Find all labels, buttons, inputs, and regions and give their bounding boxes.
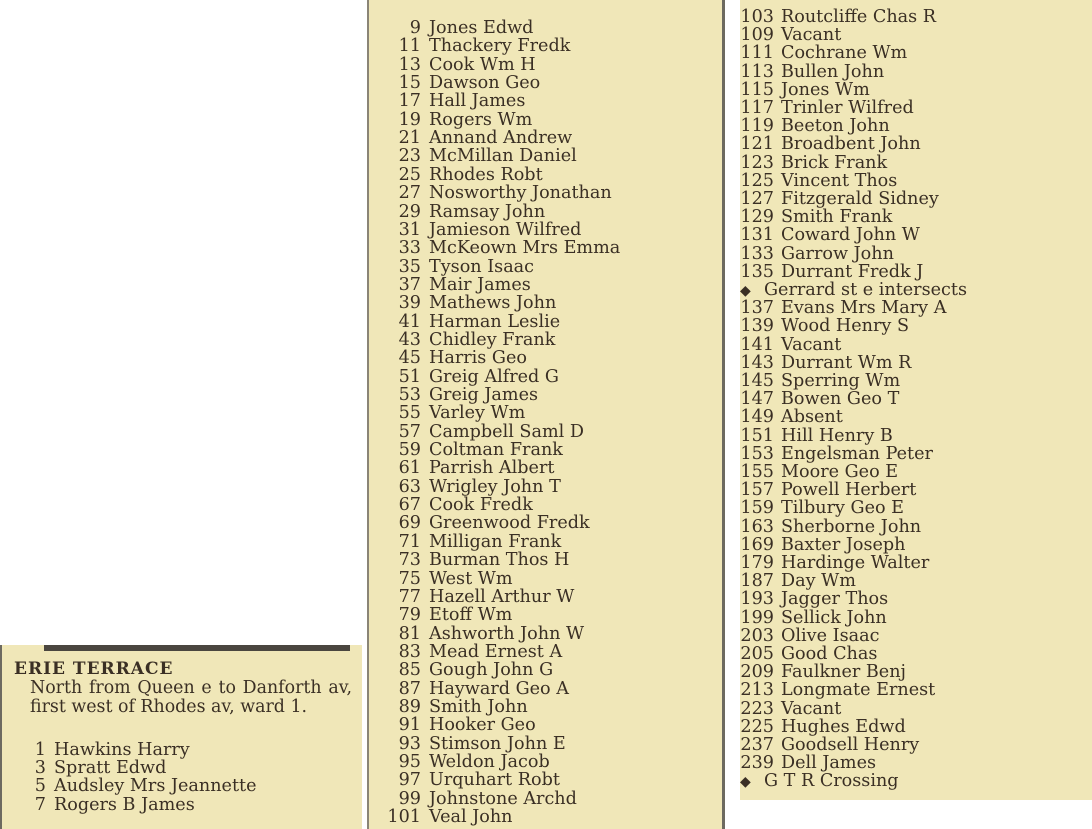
directory-entry (369, 92, 525, 110)
directory-entry (369, 808, 513, 826)
house-number: 127 (740, 189, 774, 209)
resident-name: Annand Andrew (429, 128, 573, 149)
directory-entry (369, 753, 550, 771)
directory-entry (740, 354, 911, 372)
directory-entry (34, 777, 257, 795)
directory-entry (369, 129, 572, 147)
house-number: 101 (387, 807, 421, 828)
house-number: 157 (740, 480, 774, 501)
house-number: 81 (398, 623, 421, 644)
directory-entry (740, 463, 898, 481)
resident-name: Faulkner Benj (781, 662, 906, 683)
resident-name: Hawkins Harry (54, 740, 190, 760)
directory-entry (369, 588, 574, 606)
house-number: 63 (398, 476, 421, 497)
resident-name: Cook Fredk (429, 495, 533, 516)
directory-entry (369, 19, 533, 37)
house-number: 51 (398, 366, 421, 387)
directory-entry (369, 680, 569, 698)
directory-entry (369, 514, 590, 532)
resident-name: Audsley Mrs Jeannette (54, 776, 257, 797)
directory-entry (369, 661, 553, 679)
house-number: 9 (409, 18, 421, 38)
directory-entry (369, 331, 555, 349)
directory-entry (34, 796, 195, 814)
resident-name: Sellick John (781, 607, 887, 628)
directory-entry (369, 478, 561, 496)
house-number: 83 (398, 641, 421, 662)
house-number: 69 (398, 513, 421, 534)
intersection-note (740, 281, 967, 300)
house-number: 133 (740, 243, 774, 264)
house-number: 87 (398, 678, 421, 699)
resident-name: Milligan Frank (429, 531, 562, 552)
directory-entry (740, 117, 890, 135)
directory-entry (369, 496, 533, 514)
house-number: 99 (398, 788, 421, 809)
house-number: 57 (398, 421, 421, 442)
resident-name: Hall James (429, 91, 526, 112)
directory-entry (740, 645, 877, 663)
directory-entry (34, 759, 166, 777)
resident-name: Dell James (781, 753, 877, 774)
house-number: 77 (398, 586, 421, 607)
house-number: 239 (740, 753, 774, 774)
directory-entry (740, 190, 939, 208)
directory-entry (369, 184, 612, 202)
resident-name: Mathews John (429, 293, 557, 314)
directory-entry (740, 263, 923, 281)
note-text: Gerrard st e intersects (764, 280, 967, 300)
house-number: 25 (398, 164, 421, 185)
directory-column-middle (367, 0, 725, 829)
directory-entry (740, 44, 907, 62)
house-number: 41 (398, 311, 421, 332)
house-number: 15 (398, 73, 421, 94)
house-number: 39 (398, 293, 421, 314)
street-description: North from Queen e to Danforth av, first west of Rhodes av, ward 1. (30, 678, 352, 717)
resident-name: Hooker Geo (429, 715, 536, 736)
directory-entry (740, 554, 929, 572)
directory-entry (740, 135, 921, 153)
resident-name: Thackery Fredk (429, 36, 571, 57)
resident-name: Varley Wm (429, 403, 526, 424)
directory-entry (369, 625, 584, 643)
directory-entry (369, 221, 581, 239)
house-number: 117 (740, 98, 774, 118)
resident-name: Greig Alfred G (429, 366, 559, 387)
directory-entry (740, 208, 892, 226)
directory-entry (369, 459, 554, 477)
house-number: 21 (398, 128, 421, 149)
resident-name: Baxter Joseph (781, 534, 906, 555)
resident-name: Moore Geo E (781, 462, 899, 482)
resident-name: Johnstone Archd (429, 788, 577, 809)
directory-entry (369, 551, 569, 569)
directory-entry (740, 154, 887, 172)
resident-name: Harris Geo (429, 348, 527, 369)
directory-entry (369, 423, 584, 441)
resident-name: Cook Wm H (429, 54, 536, 75)
house-number: 155 (740, 462, 774, 482)
resident-name: Coltman Frank (429, 440, 563, 461)
directory-entry (740, 390, 899, 408)
directory-entry (369, 533, 561, 551)
house-number: 71 (398, 531, 421, 552)
resident-name: Mair James (429, 274, 531, 295)
resident-name: Vacant (781, 25, 842, 46)
directory-entry (369, 606, 512, 624)
directory-entry (369, 37, 570, 55)
house-number: 137 (740, 298, 774, 319)
house-number: 13 (398, 54, 421, 75)
house-number: 89 (398, 696, 421, 717)
house-number: 225 (740, 716, 774, 737)
resident-name: Wrigley John T (429, 476, 561, 497)
directory-entry (369, 790, 577, 808)
directory-entry (740, 700, 841, 718)
note-text: G T R Crossing (764, 771, 899, 792)
directory-entry (740, 172, 897, 190)
resident-name: Cochrane Wm (781, 43, 908, 64)
directory-entry (369, 570, 513, 588)
directory-entry (740, 536, 906, 554)
house-number: 61 (398, 458, 421, 479)
house-number: 33 (398, 238, 421, 259)
house-number: 95 (398, 752, 421, 772)
directory-entry (369, 643, 562, 661)
house-number: 163 (740, 516, 774, 537)
directory-entry (740, 226, 920, 244)
house-number: 29 (398, 201, 421, 222)
resident-name: Engelsman Peter (781, 443, 933, 464)
house-number: 129 (740, 207, 774, 228)
resident-name: Bowen Geo T (781, 389, 900, 410)
directory-entry (740, 299, 946, 317)
resident-name: Urquhart Robt (429, 770, 560, 791)
resident-name: Greenwood Fredk (429, 513, 590, 534)
resident-name: Bullen John (781, 61, 885, 82)
directory-entry (740, 63, 884, 81)
resident-name: Brick Frank (781, 152, 888, 173)
directory-entry (740, 499, 904, 517)
resident-name: Stimson John E (429, 733, 566, 754)
house-number: 103 (740, 7, 774, 27)
resident-name: Vincent Thos (781, 170, 898, 191)
directory-entry (369, 313, 560, 331)
resident-name: West Wm (429, 568, 513, 589)
house-number: 131 (740, 225, 774, 246)
directory-entry (740, 518, 921, 536)
diamond-bullet-icon: ◆ (740, 283, 751, 299)
resident-name: Harman Leslie (429, 311, 561, 332)
directory-entry (369, 166, 543, 184)
directory-entry (369, 698, 528, 716)
directory-entry (369, 74, 540, 92)
resident-name: Hardinge Walter (781, 553, 930, 573)
resident-name: Spratt Edwd (54, 758, 167, 779)
house-number: 179 (740, 553, 774, 573)
house-number: 205 (740, 644, 774, 664)
directory-entry (369, 441, 563, 459)
directory-entry (369, 735, 566, 753)
resident-name: Jones Wm (781, 79, 870, 100)
directory-entry (740, 736, 919, 754)
resident-name: Sherborne John (781, 516, 922, 537)
house-number: 11 (398, 36, 421, 57)
resident-name: Jamieson Wilfred (429, 219, 582, 240)
resident-name: Ramsay John (429, 201, 546, 222)
house-number: 143 (740, 352, 774, 373)
resident-name: Mead Ernest A (429, 641, 563, 662)
house-number: 135 (740, 261, 774, 282)
resident-name: Day Wm (781, 571, 856, 592)
resident-name: Coward John W (781, 225, 920, 246)
resident-name: Dawson Geo (429, 73, 541, 94)
resident-name: Etoff Wm (429, 605, 513, 626)
house-number: 75 (398, 568, 421, 589)
resident-name: Burman Thos H (429, 550, 570, 571)
directory-entry (740, 245, 894, 263)
house-number: 55 (398, 403, 421, 424)
house-number: 169 (740, 534, 774, 555)
resident-name: Sperring Wm (781, 371, 901, 391)
house-number: 45 (398, 348, 421, 369)
house-number: 7 (34, 794, 46, 815)
directory-entry (369, 258, 534, 276)
house-number: 147 (740, 389, 774, 410)
directory-entry (369, 404, 525, 422)
resident-name: Good Chas (781, 644, 878, 664)
house-number: 3 (34, 758, 46, 779)
house-number: 119 (740, 116, 774, 137)
resident-name: Evans Mrs Mary A (781, 298, 947, 319)
resident-name: Wood Henry S (781, 316, 910, 337)
resident-name: Powell Herbert (781, 480, 917, 501)
resident-name: Hill Henry B (781, 425, 893, 446)
resident-name: Hughes Edwd (781, 716, 906, 737)
house-number: 53 (398, 385, 421, 405)
house-number: 209 (740, 662, 774, 683)
column-header-rule (44, 645, 350, 651)
directory-entry (369, 716, 536, 734)
resident-name: Durrant Fredk J (781, 261, 924, 282)
resident-name: Rhodes Robt (429, 164, 543, 185)
house-number: 109 (740, 25, 774, 46)
resident-name: Jagger Thos (781, 589, 889, 610)
house-number: 1 (34, 740, 46, 760)
resident-name: Garrow John (781, 243, 894, 264)
directory-entry (740, 681, 935, 699)
resident-name: Hazell Arthur W (429, 586, 575, 607)
resident-name: McKeown Mrs Emma (429, 238, 621, 259)
resident-name: Weldon Jacob (429, 752, 550, 772)
house-number: 193 (740, 589, 774, 610)
house-number: 79 (398, 605, 421, 626)
directory-entry (740, 336, 841, 354)
directory-entry (740, 590, 888, 608)
directory-column-right (740, 0, 1092, 800)
resident-name: Ashworth John W (429, 623, 585, 644)
directory-entry (740, 481, 916, 499)
house-number: 73 (398, 550, 421, 571)
directory-entry (369, 368, 559, 386)
directory-entry (740, 99, 914, 117)
directory-entry (369, 239, 620, 257)
resident-name: Goodsell Henry (781, 735, 920, 755)
directory-entry (740, 372, 900, 390)
resident-name: Jones Edwd (429, 18, 534, 38)
directory-entry (369, 771, 560, 789)
resident-name: Smith John (429, 696, 528, 717)
house-number: 237 (740, 735, 774, 755)
directory-entry (740, 427, 893, 445)
directory-entry (369, 294, 556, 312)
house-number: 223 (740, 698, 774, 719)
house-number: 145 (740, 371, 774, 391)
resident-name: Chidley Frank (429, 329, 556, 350)
directory-entry (740, 572, 856, 590)
resident-name: Longmate Ernest (781, 680, 936, 701)
resident-name: Fitzgerald Sidney (781, 189, 939, 209)
resident-name: Nosworthy Jonathan (429, 183, 612, 204)
house-number: 67 (398, 495, 421, 516)
house-number: 27 (398, 183, 421, 204)
resident-name: Beeton John (781, 116, 890, 137)
resident-name: Greig James (429, 385, 539, 405)
resident-name: Vacant (781, 698, 842, 719)
directory-entry (369, 386, 538, 404)
directory-entry (740, 627, 879, 645)
house-number: 19 (398, 109, 421, 130)
resident-name: Tyson Isaac (429, 256, 535, 277)
resident-name: Routcliffe Chas R (781, 7, 937, 27)
directory-entry (34, 741, 190, 759)
resident-name: Trinler Wilfred (781, 98, 914, 118)
house-number: 5 (34, 776, 46, 797)
house-number: 187 (740, 571, 774, 592)
resident-name: Rogers B James (54, 794, 195, 815)
house-number: 85 (398, 660, 421, 681)
house-number: 59 (398, 440, 421, 461)
directory-entry (740, 754, 876, 772)
erie-terrace-column (0, 645, 362, 829)
resident-name: McMillan Daniel (429, 146, 577, 167)
house-number: 141 (740, 334, 774, 355)
house-number: 93 (398, 733, 421, 754)
resident-name: Durrant Wm R (781, 352, 912, 373)
resident-name: Campbell Saml D (429, 421, 584, 442)
resident-name: Olive Isaac (781, 625, 880, 646)
house-number: 125 (740, 170, 774, 191)
street-title: ERIE TERRACE (14, 659, 174, 679)
resident-name: Hayward Geo A (429, 678, 569, 699)
house-number: 159 (740, 498, 774, 519)
house-number: 23 (398, 146, 421, 167)
house-number: 97 (398, 770, 421, 791)
house-number: 151 (740, 425, 774, 446)
directory-entry (740, 317, 909, 335)
house-number: 199 (740, 607, 774, 628)
house-number: 111 (740, 43, 774, 64)
directory-entry (740, 445, 933, 463)
house-number: 149 (740, 407, 774, 428)
house-number: 139 (740, 316, 774, 337)
house-number: 123 (740, 152, 774, 173)
house-number: 35 (398, 256, 421, 277)
house-number: 91 (398, 715, 421, 736)
house-number: 17 (398, 91, 421, 112)
house-number: 43 (398, 329, 421, 350)
house-number: 37 (398, 274, 421, 295)
intersection-note (740, 772, 899, 791)
resident-name: Veal John (429, 807, 513, 828)
directory-entry (369, 349, 527, 367)
directory-entry (740, 26, 841, 44)
directory-entry (740, 8, 936, 26)
resident-name: Broadbent John (781, 134, 921, 155)
resident-name: Tilbury Geo E (781, 498, 905, 519)
directory-entry (740, 609, 887, 627)
resident-name: Absent (781, 407, 843, 428)
directory-entry (369, 56, 536, 74)
resident-name: Gough John G (429, 660, 554, 681)
resident-name: Vacant (781, 334, 842, 355)
house-number: 121 (740, 134, 774, 155)
house-number: 213 (740, 680, 774, 701)
diamond-bullet-icon: ◆ (740, 774, 751, 791)
directory-entry (740, 718, 906, 736)
resident-name: Parrish Albert (429, 458, 555, 479)
house-number: 113 (740, 61, 774, 82)
resident-name: Rogers Wm (429, 109, 533, 130)
directory-entry (369, 147, 577, 165)
resident-name: Smith Frank (781, 207, 893, 228)
house-number: 203 (740, 625, 774, 646)
directory-entry (740, 663, 906, 681)
directory-entry (369, 111, 532, 129)
directory-entry (740, 408, 843, 426)
house-number: 31 (398, 219, 421, 240)
house-number: 153 (740, 443, 774, 464)
directory-entry (369, 203, 545, 221)
directory-entry (740, 81, 870, 99)
house-number: 115 (740, 79, 774, 100)
directory-entry (369, 276, 531, 294)
